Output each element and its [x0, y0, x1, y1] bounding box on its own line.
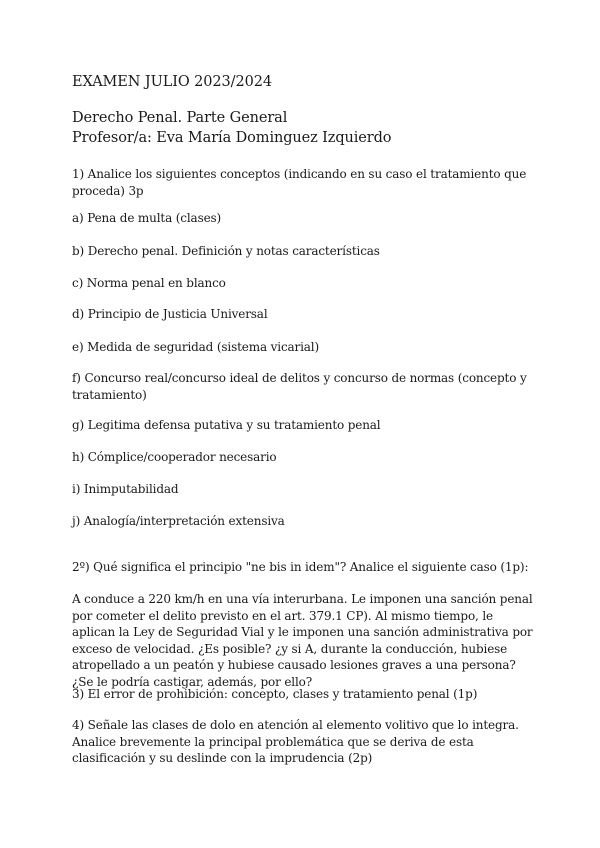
question-1-item-c: c) Norma penal en blanco	[72, 276, 226, 290]
question-4: 4) Señale las clases de dolo en atención al elemento volitivo que lo integra. Analice brevemente la principal problemática que se deriva de esta clasificación y su deslinde con la imprudencia (2p)	[72, 718, 519, 765]
question-2-prompt: 2º) Qué significa el principio "ne bis in idem"? Analice el siguiente caso (1p):	[72, 560, 529, 574]
question-1-item-b: b) Derecho penal. Definición y notas características	[72, 244, 380, 258]
question-2-case: A conduce a 220 km/h en una vía interurbana. Le imponen una sanción penal por cometer el delito previsto en el art. 379.1 CP). Al mismo tiempo, le aplican la Ley de Seguridad Vial y le imponen una sanción administrativa por exceso de velocidad. ¿Es posible? ¿y si A, durante la conducción, hubiese atropellado a un peatón y hubiese causado lesiones graves a una persona? ¿Se le podría castigar, además, por ello?	[72, 592, 533, 689]
question-1-item-j: j) Analogía/interpretación extensiva	[72, 514, 285, 528]
question-3: 3) El error de prohibición: concepto, clases y tratamiento penal (1p)	[72, 687, 478, 701]
question-1-item-g: g) Legitima defensa putativa y su tratamiento penal	[72, 418, 381, 432]
question-1-item-a: a) Pena de multa (clases)	[72, 211, 222, 225]
question-1-prompt: 1) Analice los siguientes conceptos (indicando en su caso el tratamiento que proceda) 3p	[72, 167, 527, 198]
question-1-item-i: i) Inimputabilidad	[72, 482, 179, 496]
professor-name: Profesor/a: Eva María Dominguez Izquierdo	[72, 130, 392, 146]
exam-title: EXAMEN JULIO 2023/2024	[72, 74, 272, 90]
question-1-item-f: f) Concurso real/concurso ideal de delitos y concurso de normas (concepto y tratamiento)	[72, 371, 527, 402]
question-1-item-h: h) Cómplice/cooperador necesario	[72, 450, 277, 464]
subject-title: Derecho Penal. Parte General	[72, 110, 288, 126]
question-1-item-e: e) Medida de seguridad (sistema vicarial)	[72, 340, 320, 354]
question-1-item-d: d) Principio de Justicia Universal	[72, 307, 268, 321]
